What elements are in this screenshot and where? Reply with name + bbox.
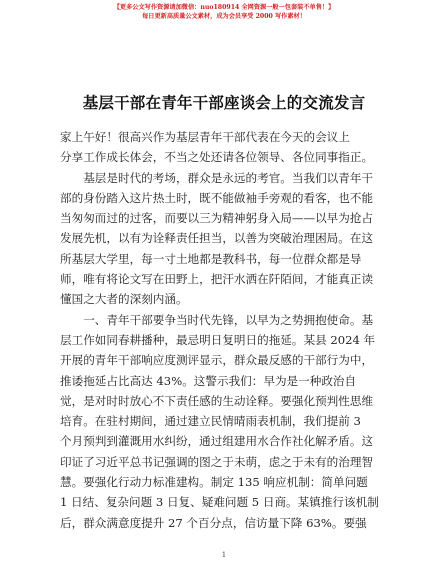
banner-line-2: 每日更新高质量公文素材，成为会员享受 2000 写作素材！ — [142, 13, 306, 20]
body-line: 后，群众满意度提升 27 个百分点，信访量下降 63%。要强 — [60, 515, 367, 530]
body-line: 一、青年干部要争当时代先锋，以早为之势拥抱使命。基 — [60, 312, 374, 327]
body-line: 慧。要强化行动力标准建构。制定 135 响应机制：简单问题 — [60, 475, 368, 490]
body-line: 层工作如同春耕播种，最忌明日复明日的拖延。某县 2024 年 — [60, 332, 376, 347]
body-line: 推诿拖延占比高达 43%。这警示我们：早为是一种政治自 — [60, 373, 357, 388]
page-number: 1 — [221, 551, 227, 559]
body-line: 基层是时代的考场，群众是永远的考官。当我们以青年干 — [60, 170, 374, 185]
promo-banner — [0, 3, 448, 21]
body-line: 发展先机，以有为诠释责任担当，以善为突破治理困局。在这 — [60, 231, 374, 246]
document-body — [60, 127, 390, 533]
body-line: 家上午好！很高兴作为基层青年干部代表在今天的会议上 — [60, 130, 350, 144]
body-line: 印证了习近平总书记强调的图之于未萌，虑之于未有的治理智 — [60, 454, 374, 469]
body-line: 1 日结、复杂问题 3 日复、疑难问题 5 日商。某镇推行该机制 — [60, 495, 379, 510]
body-line: 开展的青年干部响应度测评显示，群众最反感的干部行为中， — [60, 353, 374, 368]
body-line: 当匆匆而过的过客，而要以三为精神躬身入局——以早为抢占 — [60, 211, 374, 226]
body-line: 懂国之大者的深刻内涵。 — [60, 292, 188, 307]
body-line: 所基层大学里，每一寸土地都是教科书，每一位群众都是导 — [60, 251, 362, 266]
body-line: 觉，是对时时放心不下责任感的生动诠释。要强化预判性思维 — [60, 393, 374, 408]
body-line: 部的身份踏入这片热土时，既不能做袖手旁观的看客，也不能 — [60, 190, 374, 205]
body-line: 分享工作成长体会，不当之处还请各位领导、各位同事指正。 — [60, 150, 374, 165]
body-line: 个月预判到灌溉用水纠纷，通过组建用水合作社化解矛盾。这 — [60, 434, 374, 449]
banner-line-1: 【更多公文写作资源请加微信：nuo180914 全网资源一般一包套装不单售！】 — [113, 4, 335, 11]
document-title: 基层干部在青年干部座谈会上的交流发言 — [82, 94, 366, 112]
body-line: 师，唯有将论文写在田野上，把汗水洒在阡陌间，才能真正读 — [60, 272, 374, 287]
body-line: 培育。在驻村期间，通过建立民情晴雨表机制，我们提前 3 — [60, 414, 361, 429]
